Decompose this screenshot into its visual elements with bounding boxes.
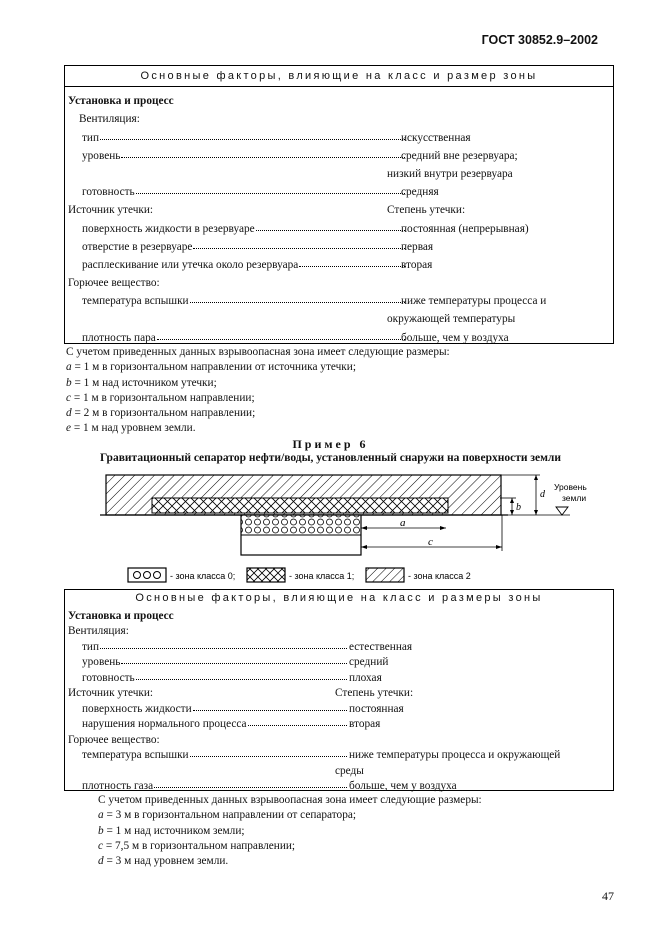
dim-c: = 1 м в горизонтальном направлении; (71, 391, 255, 404)
fuel-label-2: Горючее вещество: (68, 733, 160, 746)
leader-dots (121, 662, 347, 664)
example-subtitle: Гравитационный сепаратор нефти/воды, установленный снаружи на поверхности земли (99, 452, 562, 464)
flash-value: ниже температуры процесса и (401, 295, 547, 308)
legend-zone-1-swatch (247, 568, 285, 582)
dimensions-intro-2: С учетом приведенных данных взрывоопасная зона имеет следующие размеры: (98, 794, 482, 806)
ground-label-1: Уровень (554, 482, 587, 492)
ground-label-2: земли (562, 493, 587, 503)
dim-b: = 1 м над источником утечки; (71, 376, 217, 389)
level-value: средний вне резервуара; (401, 149, 518, 162)
source-label: Источник утечки: (68, 204, 154, 217)
dim-c-2: = 7,5 м в горизонтальном направлении; (103, 839, 296, 852)
type-value: искусственная (401, 131, 471, 144)
document-header: ГОСТ 30852.9–2002 (481, 33, 598, 47)
ventilation-label-2: Вентиляция: (68, 625, 129, 637)
leader-dots (299, 265, 405, 267)
source-2-value: первая (401, 240, 434, 253)
fuel-label: Горючее вещество: (68, 277, 160, 290)
var-e: e (66, 422, 72, 435)
leader-dots (193, 247, 405, 249)
dim-a: = 1 м в горизонтальном направлении от источника утечки; (71, 361, 356, 374)
flash-value-2: окружающей температуры (387, 313, 516, 326)
var-b-2: b (98, 824, 104, 837)
source-2-label: отверстие в резервуаре (82, 240, 193, 253)
availability-label: готовность (82, 186, 135, 199)
table-2-section: Установка и процесс (68, 609, 174, 622)
source-2-value-2: вторая (349, 718, 381, 730)
legend-zone-1: - зона класса 1; (289, 571, 355, 581)
availability-value-2: плохая (349, 671, 382, 684)
leader-dots (190, 301, 405, 303)
leader-dots (154, 786, 347, 788)
availability-value: средняя (401, 186, 439, 199)
degree-label-2: Степень утечки: (335, 687, 414, 699)
density-label-2: плотность газа (82, 780, 154, 792)
label-c: c (428, 536, 433, 548)
var-d: d (66, 407, 72, 420)
flash-label-2: температура вспышки (82, 749, 189, 761)
leader-dots (121, 156, 405, 158)
var-c: c (66, 391, 72, 404)
leader-dots (136, 678, 347, 680)
zone-dimensions-2 (98, 793, 482, 869)
example-title: Пример 6 (292, 437, 369, 451)
density-value-2: больше, чем у воздуха (349, 780, 457, 792)
level-value-2: низкий внутри резервуара (387, 167, 513, 180)
type-label-2: тип (82, 640, 100, 653)
dim-e: = 1 м над уровнем земли. (71, 422, 196, 435)
availability-label-2: готовность (82, 671, 135, 684)
leader-dots (193, 709, 347, 711)
flash-label: температура вспышки (82, 295, 189, 308)
source-1-label-2: поверхность жидкости (82, 702, 192, 715)
ventilation-label: Вентиляция: (79, 113, 140, 126)
dim-d-2: = 3 м над уровнем земли. (103, 855, 229, 868)
leader-dots (100, 647, 347, 649)
ground-marker-icon (556, 507, 568, 515)
source-2-label-2: нарушения нормального процесса (82, 718, 247, 730)
level-value-2b: средний (349, 656, 389, 668)
var-b: b (66, 376, 72, 389)
dim-a-2: = 3 м в горизонтальном направлении от сепаратора; (103, 809, 357, 822)
type-label: тип (82, 131, 100, 144)
table-1-section: Установка и процесс (68, 95, 174, 108)
legend-zone-0: - зона класса 0; (170, 571, 236, 581)
density-value: больше, чем у воздуха (401, 331, 509, 344)
source-3-value: вторая (401, 258, 433, 271)
flash-value-2a: ниже температуры процесса и окружающей (349, 749, 561, 761)
table-1-caption: Основные факторы, влияющие на класс и размер зоны (65, 66, 613, 87)
zone-0-region (241, 515, 361, 535)
leader-dots (190, 755, 347, 757)
factors-table-1 (64, 65, 614, 344)
table-2-caption: Основные факторы, влияющие на класс и размеры зоны (135, 592, 543, 604)
source-1-label: поверхность жидкости в резервуаре (82, 222, 255, 235)
flash-value-2b: среды (335, 764, 364, 777)
source-1-value-2: постоянная (349, 702, 404, 715)
leader-dots (100, 138, 405, 140)
dim-b-2: = 1 м над источником земли; (103, 824, 245, 837)
var-d-2: d (98, 855, 104, 868)
level-label: уровень (82, 149, 121, 162)
label-d: d (540, 489, 545, 500)
label-b: b (516, 502, 521, 513)
page-number: 47 (602, 889, 614, 903)
source-label-2: Источник утечки: (68, 687, 154, 699)
dimensions-intro: С учетом приведенных данных взрывоопасная зона имеет следующие размеры: (66, 346, 450, 358)
source-1-value: постоянная (непрерывная) (401, 222, 529, 235)
var-c-2: c (98, 839, 104, 852)
density-label: плотность пара (82, 331, 156, 344)
type-value-2: естественная (349, 640, 413, 653)
zone-dimensions-1 (66, 345, 450, 437)
legend-zone-2-swatch (366, 568, 404, 582)
factors-table-2 (64, 589, 614, 791)
degree-label: Степень утечки: (387, 204, 466, 217)
leader-dots (256, 229, 405, 231)
leader-dots (136, 192, 405, 194)
level-label-2: уровень (82, 656, 121, 668)
zone-legend (126, 565, 526, 585)
var-a-2: a (98, 809, 104, 822)
var-a: a (66, 361, 72, 374)
source-3-label: расплескивание или утечка около резервуара (82, 258, 299, 271)
legend-zone-2: - зона класса 2 (408, 571, 471, 581)
label-a: a (400, 517, 406, 529)
leader-dots (248, 724, 347, 726)
dim-d: = 2 м в горизонтальном направлении; (71, 407, 256, 420)
leader-dots (157, 338, 405, 340)
